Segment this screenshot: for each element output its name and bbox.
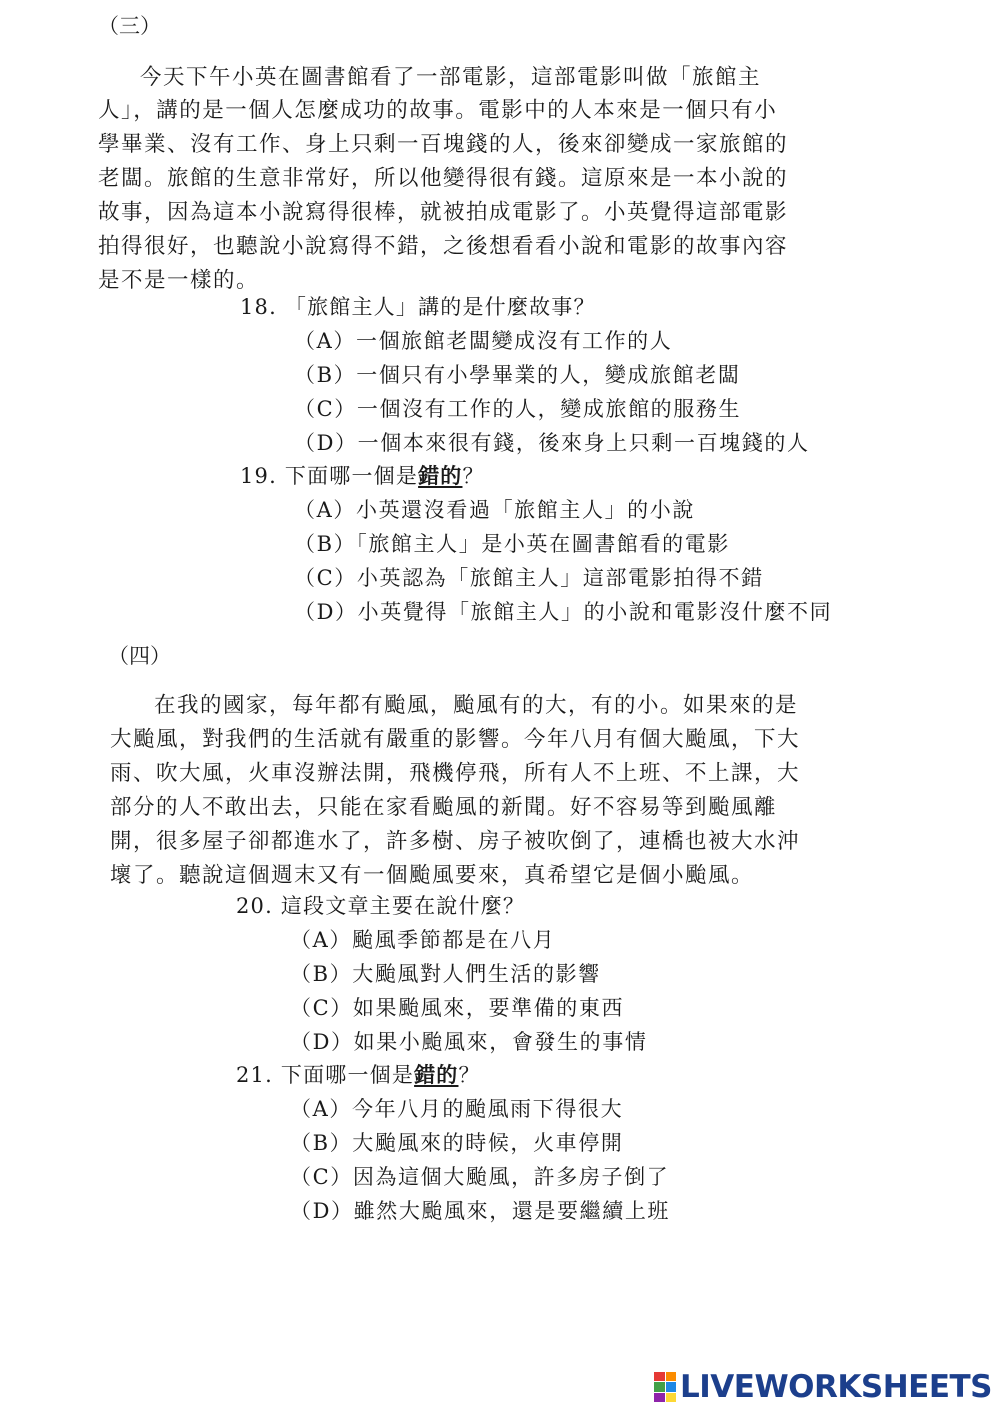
paragraph-line: 今天下午小英在圖書館看了一部電影，這部電影叫做「旅館主 — [140, 65, 762, 90]
paragraph-line: 拍得很好，也聽說小說寫得不錯，之後想看看小說和電影的故事內容 — [98, 234, 789, 259]
paragraph-line: 老闆。旅館的生意非常好，所以他變得很有錢。這原來是一本小說的 — [98, 166, 789, 191]
emphasized-word: 錯的 — [418, 463, 463, 488]
question-text: 20. 這段文章主要在說什麼？ — [236, 894, 526, 918]
answer-option-d[interactable]: （D）如果小颱風來，會發生的事情 — [290, 1030, 648, 1054]
answer-option-a[interactable]: （A）小英還沒看過「旅館主人」的小說 — [294, 498, 695, 522]
answer-option-d[interactable]: （D）小英覺得「旅館主人」的小說和電影沒什麼不同 — [294, 600, 833, 624]
answer-option-b[interactable]: （B）一個只有小學畢業的人，變成旅館老闆 — [294, 363, 741, 387]
question-text: 19. 下面哪一個是錯的？ — [240, 463, 485, 488]
paragraph-line: 故事，因為這本小說寫得很棒，就被拍成電影了。小英覺得這部電影 — [98, 200, 789, 225]
answer-option-d[interactable]: （D）一個本來很有錢，後來身上只剩一百塊錢的人 — [294, 431, 810, 455]
answer-option-a[interactable]: （A）一個旅館老闆變成沒有工作的人 — [294, 329, 673, 353]
paragraph-line: 學畢業、沒有工作、身上只剩一百塊錢的人，後來卻變成一家旅館的 — [98, 132, 789, 157]
question-text: 18. 「旅館主人」講的是什麼故事？ — [240, 295, 596, 319]
paragraph-line: 在我的國家，每年都有颱風，颱風有的大，有的小。如果來的是 — [154, 693, 799, 718]
paragraph-line: 是不是一樣的。 — [98, 268, 260, 293]
answer-option-d[interactable]: （D）雖然大颱風來，還是要繼續上班 — [290, 1199, 671, 1223]
answer-option-b[interactable]: （B）「旅館主人」是小英在圖書館看的電影 — [294, 532, 730, 556]
answer-option-c[interactable]: （C）小英認為「旅館主人」這部電影拍得不錯 — [294, 566, 764, 590]
question-text: 21. 下面哪一個是錯的？ — [236, 1062, 481, 1087]
answer-option-c[interactable]: （C）一個沒有工作的人，變成旅館的服務生 — [294, 397, 742, 421]
paragraph-line: 雨、吹大風，火車沒辦法開，飛機停飛，所有人不上班、不上課，大 — [110, 761, 801, 786]
logo-text: LIVEWORKSHEETS — [680, 1369, 992, 1405]
section-4-heading: （四） — [108, 644, 171, 668]
paragraph-line: 人」，講的是一個人怎麼成功的故事。電影中的人本來是一個只有小 — [98, 98, 778, 123]
section-3-heading: （三） — [98, 14, 161, 38]
answer-option-c[interactable]: （C）因為這個大颱風，許多房子倒了 — [290, 1165, 670, 1189]
paragraph-line: 部分的人不敢出去，只能在家看颱風的新聞。好不容易等到颱風離 — [110, 795, 778, 820]
liveworksheets-logo — [654, 1367, 992, 1407]
answer-option-b[interactable]: （B）大颱風對人們生活的影響 — [290, 962, 601, 986]
emphasized-word: 錯的 — [414, 1062, 459, 1087]
paragraph-line: 開，很多屋子卻都進水了，許多樹、房子被吹倒了，連橋也被大水沖 — [110, 829, 801, 854]
answer-option-a[interactable]: （A）今年八月的颱風雨下得很大 — [290, 1097, 624, 1121]
answer-option-c[interactable]: （C）如果颱風來，要準備的東西 — [290, 996, 625, 1020]
answer-option-a[interactable]: （A）颱風季節都是在八月 — [290, 928, 556, 952]
answer-option-b[interactable]: （B）大颱風來的時候，火車停開 — [290, 1131, 624, 1155]
paragraph-line: 壞了。聽說這個週末又有一個颱風要來，真希望它是個小颱風。 — [110, 863, 755, 888]
liveworksheets-logo-icon — [654, 1372, 676, 1402]
paragraph-line: 大颱風，對我們的生活就有嚴重的影響。今年八月有個大颱風，下大 — [110, 727, 801, 752]
